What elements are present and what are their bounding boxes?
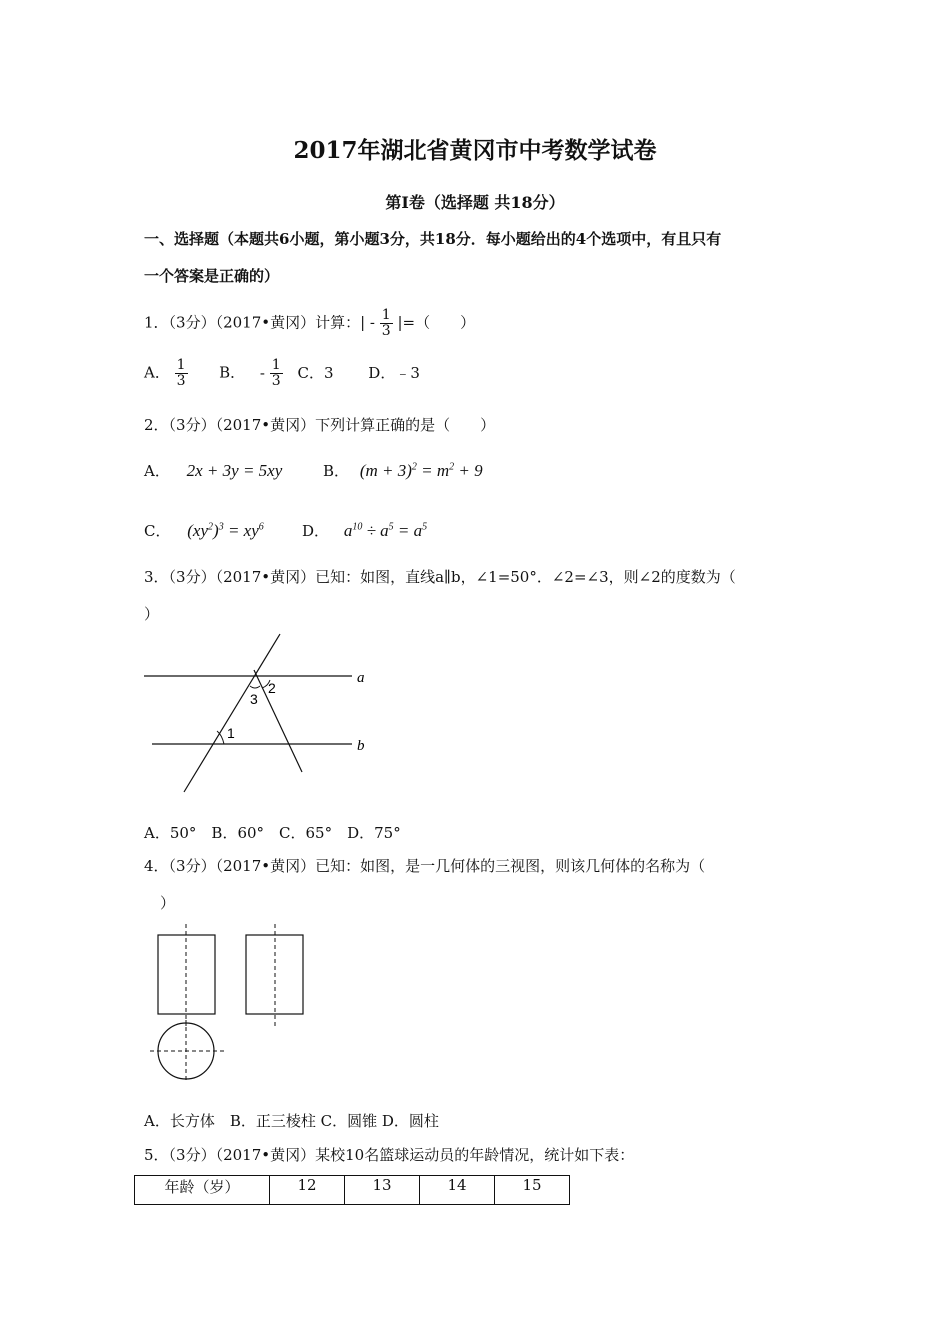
q1-suffix: |=（ ） bbox=[397, 313, 476, 332]
label-angle-1: 1 bbox=[227, 725, 235, 741]
table-cell: 15 bbox=[495, 1176, 570, 1205]
age-table bbox=[134, 1175, 570, 1205]
q2-d-e1: 10 bbox=[352, 521, 363, 533]
q1-prefix: 1．（3分）（2017•黄冈）计算：| - bbox=[144, 313, 375, 332]
q2-b-base: (m + 3) bbox=[359, 461, 412, 480]
q1-option-c: C．3 bbox=[297, 363, 334, 382]
q1-frac-num: 1 bbox=[381, 307, 391, 323]
q2-d-e2: 5 bbox=[388, 521, 394, 533]
page-title: 2017年湖北省黄冈市中考数学试卷 bbox=[293, 137, 657, 164]
q2-d-op: ÷ a bbox=[362, 521, 389, 540]
q2-c-base: (xy bbox=[187, 521, 209, 540]
q3-options: A．50° B．60° C．65° D．75° bbox=[144, 824, 401, 842]
q1-b-num: 1 bbox=[271, 357, 281, 373]
q2-c-inner-exp: 2 bbox=[208, 521, 214, 533]
section-instruction-line1: 一、选择题（本题共6小题，第小题3分，共18分．每小题给出的4个选项中，有且只有 bbox=[144, 230, 722, 248]
q1-b-den: 3 bbox=[271, 373, 281, 389]
table-cell: 13 bbox=[345, 1176, 420, 1205]
question-3-stem: 3．（3分）（2017•黄冈）已知：如图，直线a∥b，∠1=50°．∠2=∠3，则∠2的度数为（ bbox=[144, 568, 736, 586]
question-4-stem-cont: ） bbox=[160, 894, 176, 912]
q2-d-label: D． bbox=[302, 522, 330, 540]
q2-a-expr: 2x + 3y = 5xy bbox=[186, 461, 283, 480]
q2-c-rhs: = xy bbox=[223, 521, 259, 540]
q2-a-label: A． bbox=[144, 462, 170, 480]
question-3-stem-cont: ） bbox=[144, 605, 160, 623]
label-angle-2: 2 bbox=[268, 680, 276, 696]
q1-option-b-label: B． bbox=[219, 363, 246, 382]
q1-a-den: 3 bbox=[176, 373, 186, 389]
q2-b-label: B． bbox=[323, 462, 350, 480]
q1-a-num: 1 bbox=[176, 357, 186, 373]
table-cell: 12 bbox=[270, 1176, 345, 1205]
q2-c-exp: 3 bbox=[218, 521, 224, 533]
question-2-stem: 2．（3分）（2017•黄冈）下列计算正确的是（ ） bbox=[144, 416, 496, 434]
label-a: a bbox=[357, 670, 365, 686]
q1-frac-den: 3 bbox=[381, 323, 391, 339]
q2-b-rhs-exp: 2 bbox=[449, 461, 455, 473]
question-5-stem: 5．（3分）（2017•黄冈）某校10名篮球运动员的年龄情况，统计如下表： bbox=[144, 1146, 635, 1164]
q1-option-b-sign: - bbox=[259, 363, 265, 382]
q1-option-a-label: A． bbox=[144, 363, 170, 382]
table-cell: 14 bbox=[420, 1176, 495, 1205]
q2-c-rhs-exp: 6 bbox=[258, 521, 264, 533]
section-instruction-line2: 一个答案是正确的） bbox=[144, 267, 280, 285]
q2-b-tail: + 9 bbox=[454, 461, 483, 480]
q2-d-a: a bbox=[343, 521, 353, 540]
q4-options: A．长方体 B．正三棱柱 C．圆锥 D．圆柱 bbox=[144, 1112, 439, 1130]
label-angle-3: 3 bbox=[250, 691, 258, 707]
table-header-cell: 年龄（岁） bbox=[135, 1176, 270, 1205]
q2-b-rhs: = m bbox=[416, 461, 450, 480]
table-row bbox=[135, 1176, 570, 1205]
question-4-stem: 4．（3分）（2017•黄冈）已知：如图，是一几何体的三视图，则该几何体的名称为（ bbox=[144, 857, 706, 875]
label-b: b bbox=[357, 738, 365, 754]
q2-b-exp: 2 bbox=[411, 461, 417, 473]
paper-subtitle: 第Ⅰ卷（选择题 共18分） bbox=[385, 193, 565, 212]
q1-option-d: D．﹣3 bbox=[368, 363, 420, 382]
q2-d-eq: = a bbox=[393, 521, 423, 540]
q2-c-label: C． bbox=[144, 522, 171, 540]
q2-c-close: ) bbox=[213, 521, 219, 540]
q2-d-e3: 5 bbox=[422, 521, 428, 533]
